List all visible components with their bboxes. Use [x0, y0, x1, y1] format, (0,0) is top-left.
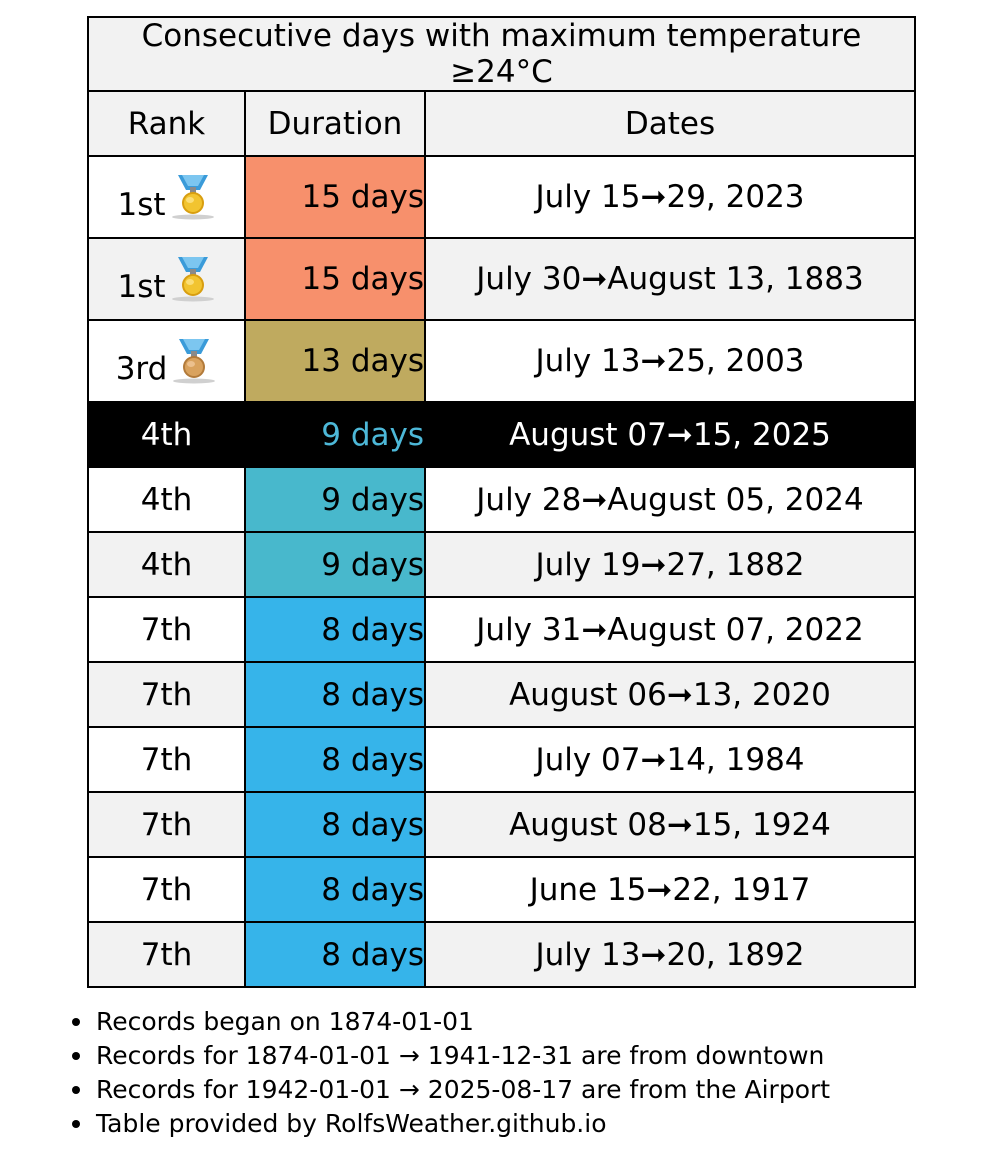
- rank-with-medal: [117, 172, 215, 222]
- dates-cell: July 13➞25, 2003: [425, 320, 915, 402]
- rank-cell: 7th: [88, 922, 245, 987]
- dates-cell: July 13➞20, 1892: [425, 922, 915, 987]
- note-text: Records for 1874-01-01 → 1941-12-31 are from downtown: [96, 1041, 825, 1070]
- rank-label: 1st: [117, 187, 166, 223]
- bullet-icon: [72, 1018, 80, 1026]
- rank-cell: [88, 156, 245, 238]
- table-row-current: [88, 402, 915, 467]
- note-text: Records began on 1874-01-01: [96, 1007, 474, 1036]
- rank-cell: 7th: [88, 792, 245, 857]
- table-row: [88, 597, 915, 662]
- table-row: [88, 320, 915, 402]
- dates-cell: July 28➞August 05, 2024: [425, 467, 915, 532]
- table-title-row: [88, 17, 915, 91]
- table-row: [88, 467, 915, 532]
- table-row: [88, 532, 915, 597]
- table-row: [88, 238, 915, 320]
- rank-cell: 4th: [88, 467, 245, 532]
- dates-cell: July 19➞27, 1882: [425, 532, 915, 597]
- duration-cell: 8 days: [245, 727, 425, 792]
- dates-cell: August 06➞13, 2020: [425, 662, 915, 727]
- bullet-icon: [72, 1086, 80, 1094]
- records-table-container: [87, 16, 914, 988]
- duration-cell: 15 days: [245, 238, 425, 320]
- note-text: Records for 1942-01-01 → 2025-08-17 are from the Airport: [96, 1075, 831, 1104]
- note-text: Table provided by RolfsWeather.github.io: [96, 1109, 607, 1138]
- bullet-icon: [72, 1120, 80, 1128]
- duration-cell: 15 days: [245, 156, 425, 238]
- duration-cell: 8 days: [245, 662, 425, 727]
- notes-list: [72, 1005, 830, 1141]
- note-item: [72, 1107, 830, 1141]
- note-item: [72, 1005, 830, 1039]
- duration-cell: 8 days: [245, 922, 425, 987]
- header-dates: Dates: [425, 91, 915, 156]
- table-row: [88, 857, 915, 922]
- table-header-row: [88, 91, 915, 156]
- table-row: [88, 727, 915, 792]
- duration-cell: 9 days: [245, 467, 425, 532]
- rank-cell: 7th: [88, 597, 245, 662]
- table-row: [88, 922, 915, 987]
- duration-cell: 8 days: [245, 792, 425, 857]
- rank-cell: [88, 238, 245, 320]
- rank-with-medal: [116, 336, 218, 386]
- records-table: [87, 16, 916, 988]
- table-title: Consecutive days with maximum temperature ≥24°C: [88, 17, 915, 91]
- rank-cell: 7th: [88, 662, 245, 727]
- gold-medal-icon: [170, 172, 216, 222]
- rank-cell: [88, 320, 245, 402]
- dates-cell: July 30➞August 13, 1883: [425, 238, 915, 320]
- table-row: [88, 156, 915, 238]
- header-rank: Rank: [88, 91, 245, 156]
- dates-cell: July 07➞14, 1984: [425, 727, 915, 792]
- duration-cell: 8 days: [245, 857, 425, 922]
- rank-with-medal: [117, 254, 215, 304]
- dates-cell: July 31➞August 07, 2022: [425, 597, 915, 662]
- table-body: [88, 156, 915, 987]
- gold-medal-icon: [170, 254, 216, 304]
- duration-cell: 9 days: [245, 532, 425, 597]
- rank-label: 3rd: [115, 351, 168, 387]
- duration-cell: 13 days: [245, 320, 425, 402]
- dates-cell: June 15➞22, 1917: [425, 857, 915, 922]
- table-row: [88, 662, 915, 727]
- duration-cell: 8 days: [245, 597, 425, 662]
- dates-cell: August 07➞15, 2025: [425, 402, 915, 467]
- bullet-icon: [72, 1052, 80, 1060]
- rank-cell: 4th: [88, 402, 245, 467]
- dates-cell: July 15➞29, 2023: [425, 156, 915, 238]
- note-item: [72, 1039, 830, 1073]
- rank-cell: 7th: [88, 727, 245, 792]
- bronze-medal-icon: [171, 336, 217, 386]
- rank-label: 1st: [117, 269, 166, 305]
- dates-cell: August 08➞15, 1924: [425, 792, 915, 857]
- rank-cell: 4th: [88, 532, 245, 597]
- duration-cell: 9 days: [245, 402, 425, 467]
- table-row: [88, 792, 915, 857]
- header-duration: Duration: [245, 91, 425, 156]
- rank-cell: 7th: [88, 857, 245, 922]
- note-item: [72, 1073, 830, 1107]
